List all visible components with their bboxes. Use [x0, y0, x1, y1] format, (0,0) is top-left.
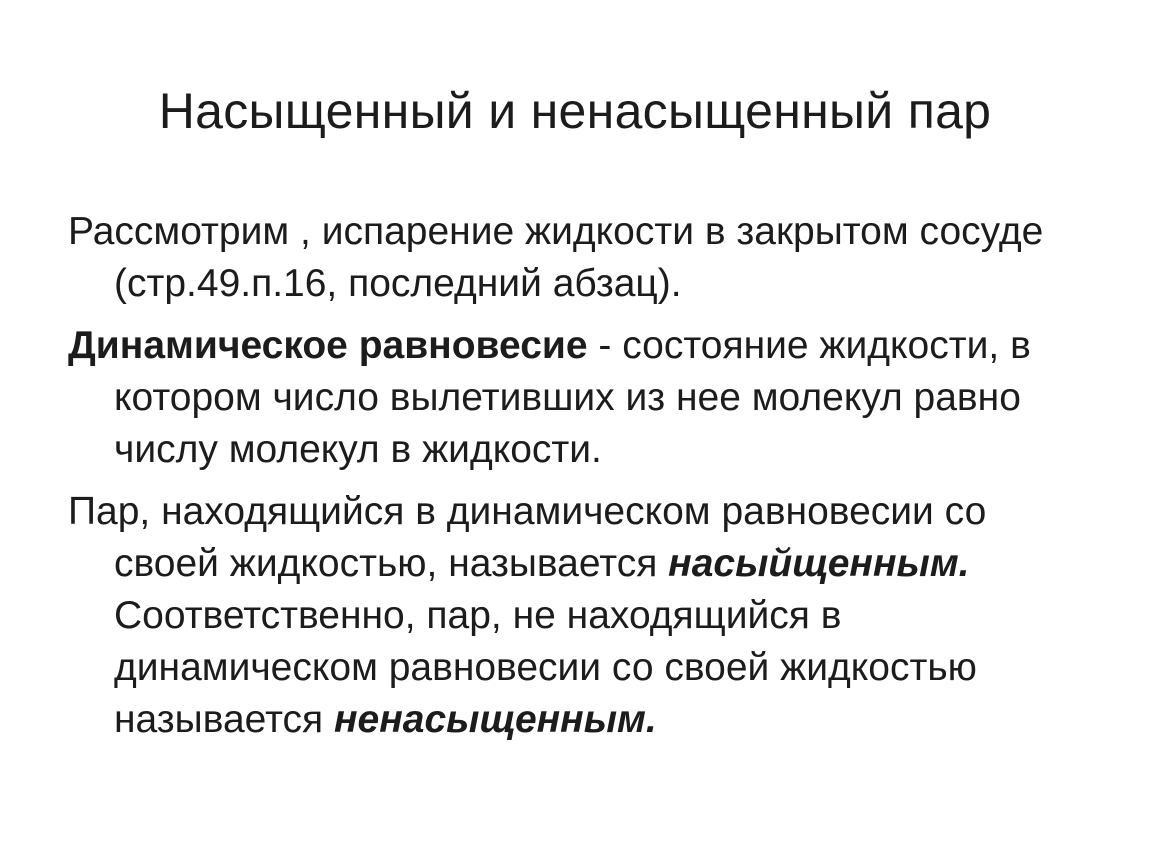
paragraph-saturated-vapor: [68, 486, 1078, 746]
term-unsaturated: ненасыщенным.: [333, 698, 657, 741]
paragraph-dynamic-equilibrium: [68, 320, 1078, 476]
term-dynamic-equilibrium: Динамическое равновесие: [68, 324, 588, 367]
slide-title: Насыщенный и ненасыщенный пар: [158, 83, 992, 139]
saturated-text-part1: Пар, находящийся в динамическом равновесии со своей жидкостью, называется: [68, 490, 987, 585]
paragraph-evaporation-text: Рассмотрим , испарение жидкости в закрытом сосуде (стр.49.п.16, последний абзац).: [68, 210, 1044, 305]
definition-dynamic-equilibrium: - состояние жидкости, в котором число вылетивших из нее молекул равно числу молекул в жидкости.: [114, 324, 1031, 471]
saturated-text-part2: Соответственно, пар, не находящийся в динамическом равновесии со своей жидкостью называется: [114, 594, 977, 741]
paragraph-evaporation: [68, 206, 1078, 310]
slide-body: [68, 206, 1078, 756]
term-saturated: насыйщенным.: [668, 542, 970, 585]
